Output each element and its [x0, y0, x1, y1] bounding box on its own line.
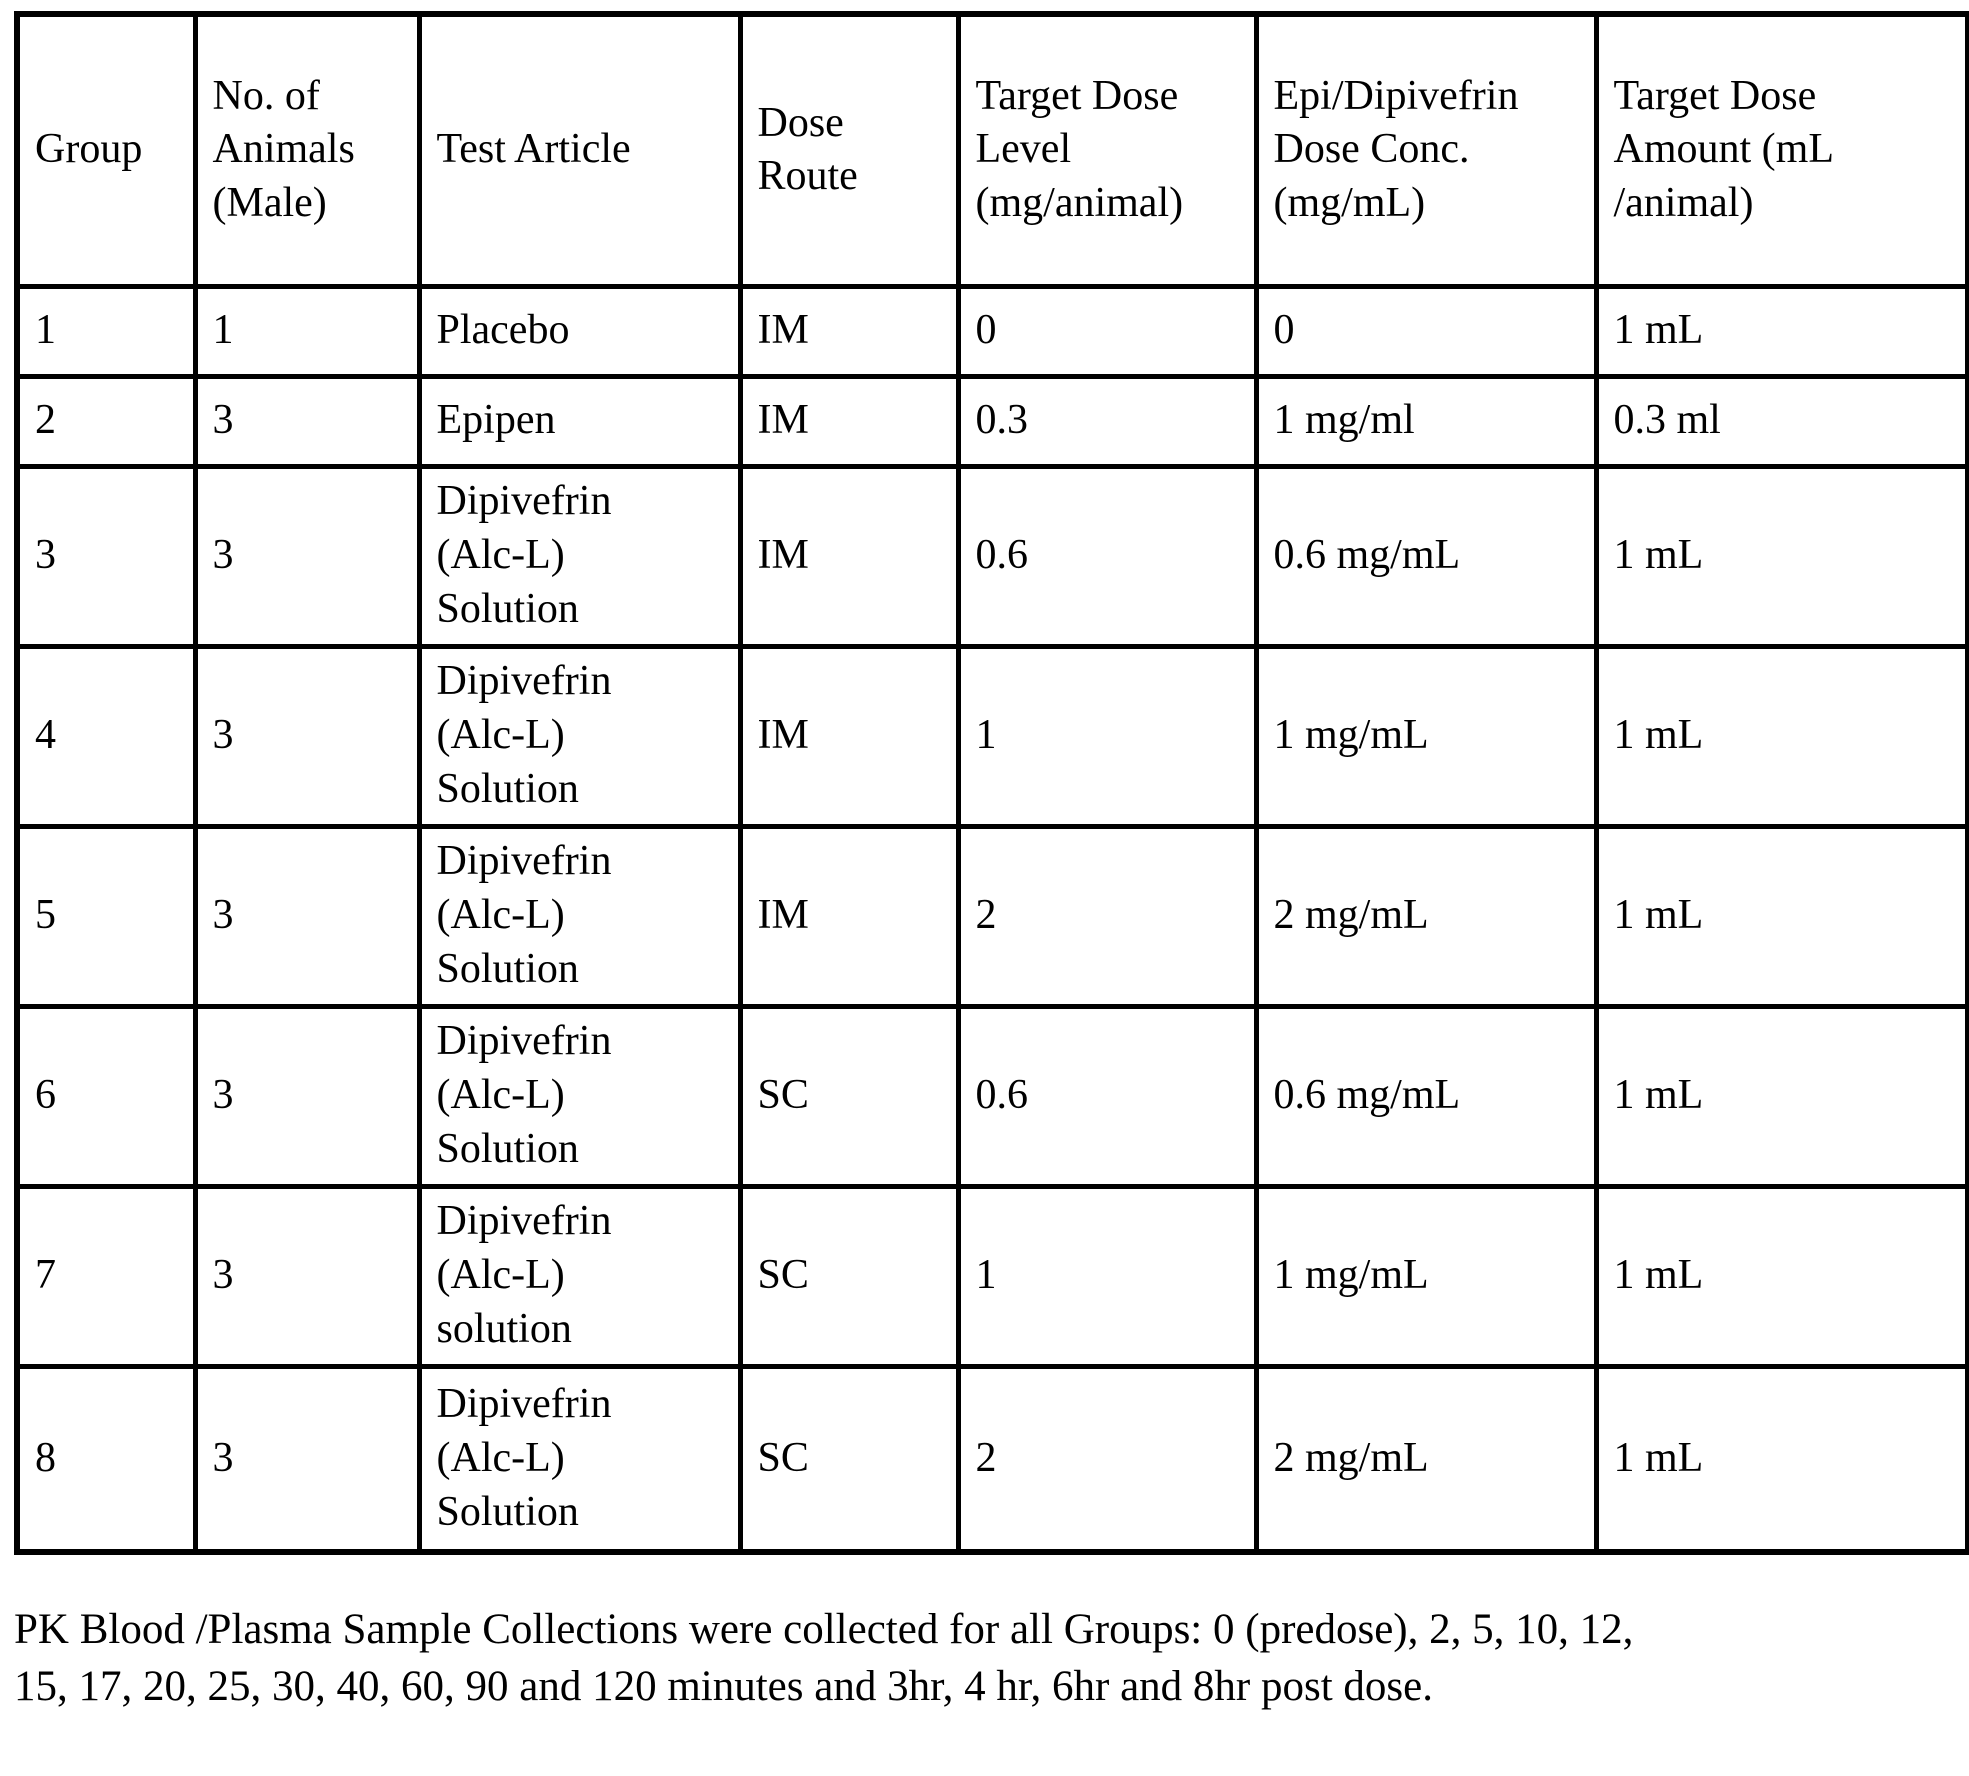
header-dose-amount: Target Dose Amount (mL /animal) — [1596, 14, 1968, 286]
table-row — [17, 1366, 1968, 1552]
table-row — [17, 466, 1968, 646]
header-group: Group — [17, 14, 195, 286]
cell-r1-test-article: Placebo — [419, 286, 740, 376]
cell-r6-dose-route: SC — [740, 1006, 958, 1186]
header-dose-level: Target Dose Level (mg/animal) — [958, 14, 1256, 286]
cell-r2-group: 2 — [17, 376, 195, 466]
cell-r6-animals: 3 — [195, 1006, 419, 1186]
cell-r8-dose-amount: 1 mL — [1596, 1366, 1968, 1552]
cell-r4-dose-level: 1 — [958, 646, 1256, 826]
table-row — [17, 1006, 1968, 1186]
cell-r3-animals: 3 — [195, 466, 419, 646]
cell-r4-group: 4 — [17, 646, 195, 826]
cell-r6-test-article: Dipivefrin (Alc-L) Solution — [419, 1006, 740, 1186]
table-row — [17, 826, 1968, 1006]
cell-r3-test-article: Dipivefrin (Alc-L) Solution — [419, 466, 740, 646]
header-test-article: Test Article — [419, 14, 740, 286]
cell-r4-test-article: Dipivefrin (Alc-L) Solution — [419, 646, 740, 826]
cell-r2-animals: 3 — [195, 376, 419, 466]
cell-r8-dose-route: SC — [740, 1366, 958, 1552]
cell-r7-dose-amount: 1 mL — [1596, 1186, 1968, 1366]
cell-r6-dose-conc: 0.6 mg/mL — [1256, 1006, 1596, 1186]
dose-group-table — [14, 11, 1969, 1555]
cell-r2-dose-level: 0.3 — [958, 376, 1256, 466]
header-dose-conc: Epi/Dipivefrin Dose Conc. (mg/mL) — [1256, 14, 1596, 286]
cell-r7-test-article: Dipivefrin (Alc-L) solution — [419, 1186, 740, 1366]
cell-r2-dose-conc: 1 mg/ml — [1256, 376, 1596, 466]
cell-r3-dose-conc: 0.6 mg/mL — [1256, 466, 1596, 646]
cell-r8-dose-level: 2 — [958, 1366, 1256, 1552]
cell-r8-dose-conc: 2 mg/mL — [1256, 1366, 1596, 1552]
cell-r2-test-article: Epipen — [419, 376, 740, 466]
cell-r4-dose-amount: 1 mL — [1596, 646, 1968, 826]
cell-r2-dose-route: IM — [740, 376, 958, 466]
header-dose-route: Dose Route — [740, 14, 958, 286]
cell-r6-group: 6 — [17, 1006, 195, 1186]
cell-r4-dose-route: IM — [740, 646, 958, 826]
cell-r3-dose-amount: 1 mL — [1596, 466, 1968, 646]
cell-r5-animals: 3 — [195, 826, 419, 1006]
cell-r3-dose-level: 0.6 — [958, 466, 1256, 646]
cell-r5-dose-amount: 1 mL — [1596, 826, 1968, 1006]
cell-r5-dose-level: 2 — [958, 826, 1256, 1006]
cell-r1-group: 1 — [17, 286, 195, 376]
cell-r3-dose-route: IM — [740, 466, 958, 646]
cell-r5-dose-conc: 2 mg/mL — [1256, 826, 1596, 1006]
cell-r1-dose-conc: 0 — [1256, 286, 1596, 376]
cell-r8-group: 8 — [17, 1366, 195, 1552]
header-animals: No. of Animals (Male) — [195, 14, 419, 286]
cell-r7-group: 7 — [17, 1186, 195, 1366]
cell-r7-animals: 3 — [195, 1186, 419, 1366]
cell-r1-dose-amount: 1 mL — [1596, 286, 1968, 376]
cell-r6-dose-level: 0.6 — [958, 1006, 1256, 1186]
cell-r8-animals: 3 — [195, 1366, 419, 1552]
cell-r4-dose-conc: 1 mg/mL — [1256, 646, 1596, 826]
cell-r1-animals: 1 — [195, 286, 419, 376]
table-row — [17, 376, 1968, 466]
cell-r8-test-article: Dipivefrin (Alc-L) Solution — [419, 1366, 740, 1552]
cell-r2-dose-amount: 0.3 ml — [1596, 376, 1968, 466]
cell-r5-test-article: Dipivefrin (Alc-L) Solution — [419, 826, 740, 1006]
table-row — [17, 646, 1968, 826]
table-row — [17, 1186, 1968, 1366]
cell-r3-group: 3 — [17, 466, 195, 646]
cell-r7-dose-conc: 1 mg/mL — [1256, 1186, 1596, 1366]
cell-r5-group: 5 — [17, 826, 195, 1006]
table-header-row — [17, 14, 1968, 286]
cell-r6-dose-amount: 1 mL — [1596, 1006, 1968, 1186]
cell-r7-dose-level: 1 — [958, 1186, 1256, 1366]
cell-r1-dose-level: 0 — [958, 286, 1256, 376]
table-row — [17, 286, 1968, 376]
footnote-text: PK Blood /Plasma Sample Collections were collected for all Groups: 0 (predose), 2, 5, 10, 12, 15, 17, 20, 25, 30, 40, 60, 90 and 120 minutes and 3hr, 4 hr, 6hr and 8hr post dose. — [14, 1606, 1634, 1711]
cell-r5-dose-route: IM — [740, 826, 958, 1006]
cell-r1-dose-route: IM — [740, 286, 958, 376]
cell-r4-animals: 3 — [195, 646, 419, 826]
cell-r7-dose-route: SC — [740, 1186, 958, 1366]
